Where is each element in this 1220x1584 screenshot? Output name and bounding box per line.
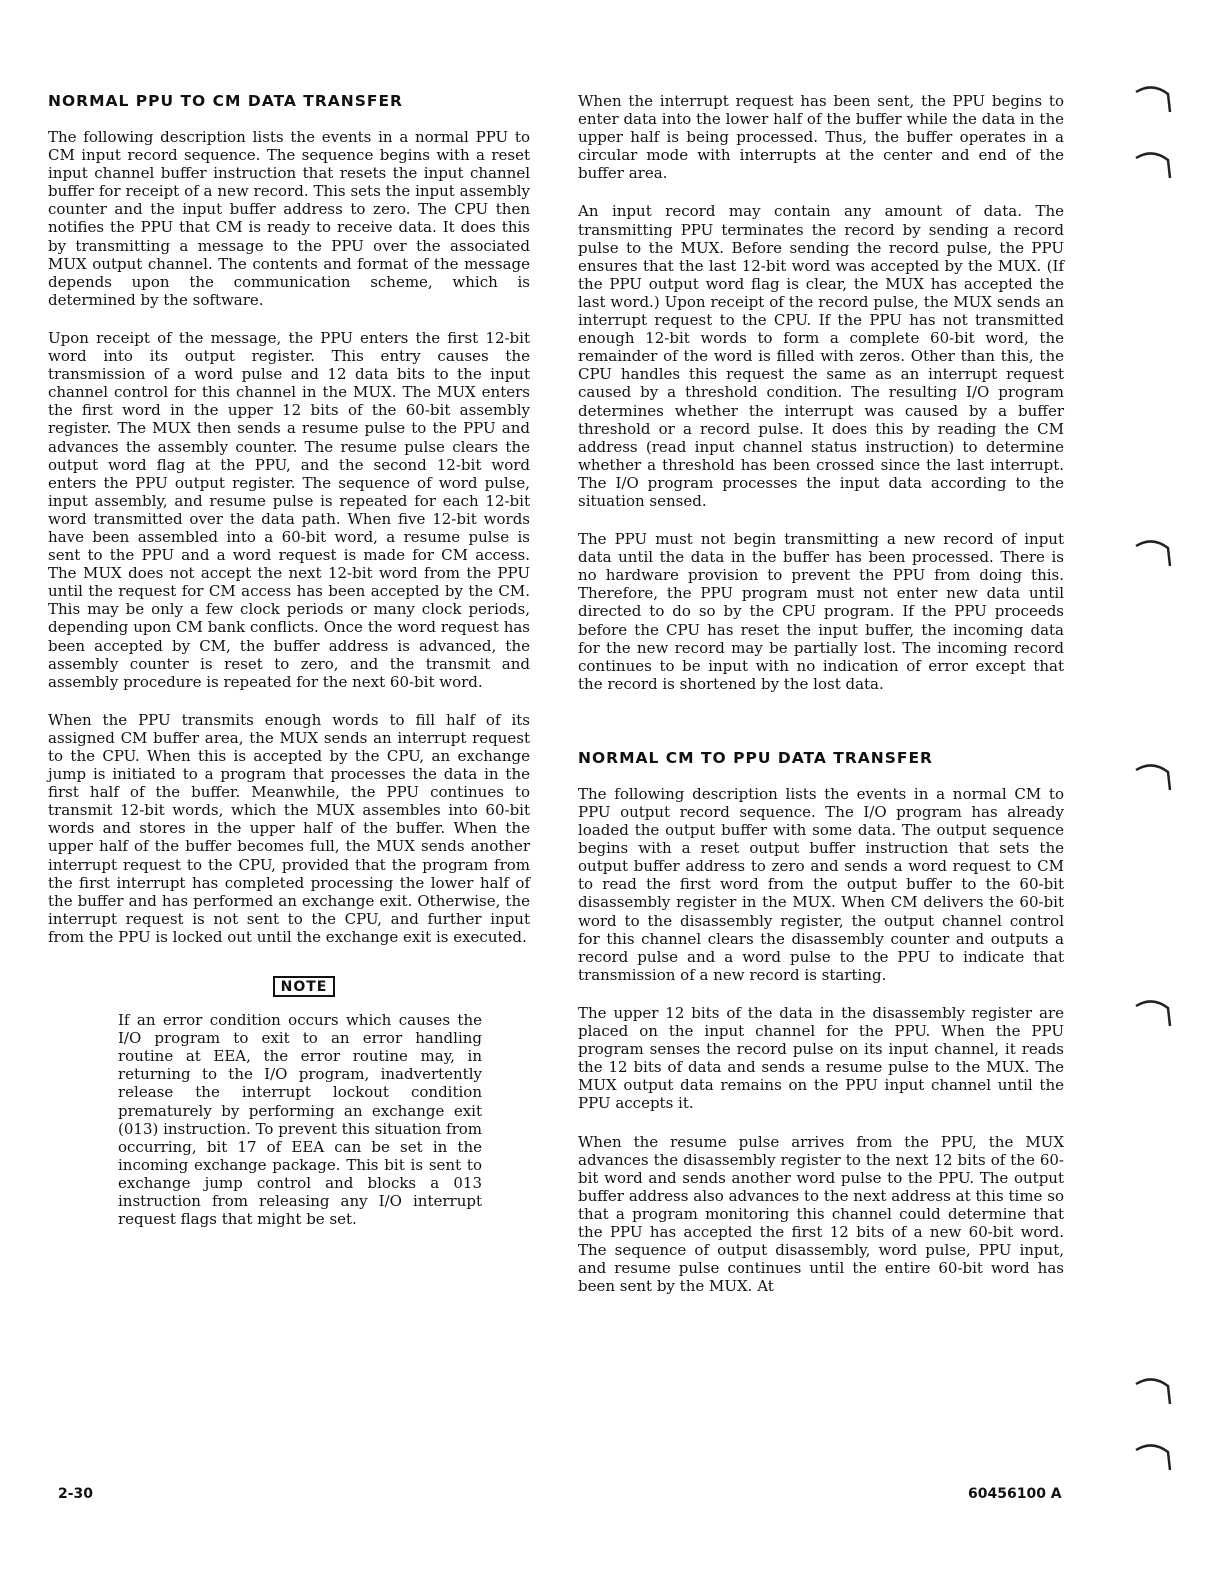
- right-column: [578, 92, 1064, 1315]
- binder-hole-mark: [1134, 996, 1174, 1030]
- binder-hole-mark: [1134, 760, 1174, 794]
- binder-hole-mark: [1134, 82, 1174, 116]
- note-text: If an error condition occurs which causes the I/O program to exit to an error handling routine at EEA, the error routine may, in returning to the I/O program, inadvertently release the interrupt lockout condition prematurely by performing an exchange exit (013) instruction. To prevent this situation from occurring, bit 17 of EEA can be set in the incoming exchange package. This bit is sent to exchange jump control and blocks a 013 instruction from releasing any I/O interrupt request flags that might be set.: [118, 1011, 483, 1229]
- document-number: 60456100 A: [968, 1486, 1062, 1502]
- section-heading-ppu-to-cm: NORMAL PPU TO CM DATA TRANSFER: [48, 92, 403, 110]
- binder-hole-mark: [1134, 148, 1174, 182]
- paragraph: When the interrupt request has been sent, the PPU begins to enter data into the lower half of the buffer while the data in the upper half is being processed. Thus, the buffer operates in a circular mode with interrupts at the center and end of the buffer area.: [578, 92, 1064, 183]
- binder-hole-mark: [1134, 1440, 1174, 1474]
- page-number: 2-30: [58, 1486, 94, 1502]
- section-heading-cm-to-ppu: NORMAL CM TO PPU DATA TRANSFER: [578, 748, 933, 767]
- paragraph: The upper 12 bits of the data in the disassembly register are placed on the input channel for the PPU. When the PPU program senses the record pulse on its input channel, it reads the 12 bits of data and sends a resume pulse to the MUX. The MUX output data remains on the PPU input channel until the PPU accepts it.: [578, 1003, 1064, 1113]
- binder-hole-mark: [1134, 536, 1174, 570]
- paragraph: The following description lists the events in a normal CM to PPU output record sequence. The I/O program has already loaded the output buffer with some data. The output sequence begins with a reset output buffer instruction that sets the output buffer address to zero and sends a word request to CM to read the first word from the output buffer to the 60-bit disassembly register in the MUX. When CM delivers the 60-bit word to the disassembly register, the output channel control for this channel clears the disassembly counter and outputs a record pulse and a word pulse to the PPU to indicate that transmission of a new record is starting.: [578, 784, 1064, 984]
- paragraph: When the PPU transmits enough words to fill half of its assigned CM buffer area, the MUX sends an interrupt request to the CPU. When this is accepted by the CPU, an exchange jump is initiated to a program that processes the data in the first half of the buffer. Meanwhile, the PPU continues to transmit 12-bit words, which the MUX assembles into 60-bit words and stores in the upper half of the buffer. When the upper half of the buffer becomes full, the MUX sends another interrupt request to the CPU, provided that the program from the first interrupt has completed processing the lower half of the buffer and has performed an exchange exit. Otherwise, the interrupt request is not sent to the CPU, and further input from the PPU is locked out until the exchange exit is executed.: [48, 710, 530, 946]
- paragraph: When the resume pulse arrives from the PPU, the MUX advances the disassembly register to the next 12 bits of the 60-bit word and sends another word pulse to the PPU. The output buffer address also advances to the next address at this time so that a program monitoring this channel could determine that the PPU has accepted the first 12 bits of a new 60-bit word. The sequence of output disassembly, word pulse, PPU input, and resume pulse continues until the entire 60-bit word has been sent by the MUX. At: [578, 1132, 1064, 1296]
- paragraph: The following description lists the events in a normal PPU to CM input record sequence. The sequence begins with a reset input channel buffer instruction that resets the input channel buffer for receipt of a new record. This sets the input assembly counter and the input buffer address to zero. The CPU then notifies the PPU that CM is ready to receive data. It does this by transmitting a message to the PPU over the associated MUX output channel. The contents and format of the message depends upon the communication scheme, which is determined by the software.: [48, 128, 530, 309]
- paragraph: Upon receipt of the message, the PPU enters the first 12-bit word into its output register. This entry causes the transmission of a word pulse and 12 data bits to the input channel control for this channel in the MUX. The MUX enters the first word in the upper 12 bits of the 60-bit assembly register. The MUX then sends a resume pulse to the PPU and advances the assembly counter. The resume pulse clears the output word flag at the PPU, and the second 12-bit word enters the PPU output register. The sequence of word pulse, input assembly, and resume pulse is repeated for each 12-bit word transmitted over the data path. When five 12-bit words have been assembled into a 60-bit word, a resume pulse is sent to the PPU and a word request is made for CM access. The MUX does not accept the next 12-bit word from the PPU until the request for CM access has been accepted by the CM. This may be only a few clock periods or many clock periods, depending upon CM bank conflicts. Once the word request has been accepted by CM, the buffer address is advanced, the assembly counter is reset to zero, and the transmit and assembly procedure is repeated for the next 60-bit word.: [48, 328, 530, 691]
- paragraph: An input record may contain any amount of data. The transmitting PPU terminates the record by sending a record pulse to the MUX. Before sending the record pulse, the PPU ensures that the last 12-bit word was accepted by the MUX. (If the PPU output word flag is clear, the MUX has accepted the last word.) Upon receipt of the record pulse, the MUX sends an interrupt request to the CPU. If the PPU has not transmitted enough 12-bit words to form a complete 60-bit word, the remainder of the word is filled with zeros. Other than this, the CPU handles this request the same as an interrupt request caused by a threshold condition. The resulting I/O program determines whether the interrupt was caused by a buffer threshold or a record pulse. It does this by reading the CM address (read input channel status instruction) to determine whether a threshold has been crossed since the last interrupt. The I/O program processes the input data according to the situation sensed.: [578, 202, 1064, 510]
- note-label: NOTE: [273, 976, 336, 997]
- binder-hole-mark: [1134, 1374, 1174, 1408]
- note-header: [48, 976, 530, 997]
- paragraph: The PPU must not begin transmitting a new record of input data until the data in the buffer has been processed. There is no hardware provision to prevent the PPU from doing this. Therefore, the PPU program must not enter new data until directed to do so by the CPU program. If the PPU proceeds before the CPU has reset the input buffer, the incoming data for the new record may be partially lost. The incoming record continues to be input with no indication of error except that the record is shortened by the lost data.: [578, 530, 1064, 693]
- left-column: [48, 92, 530, 1248]
